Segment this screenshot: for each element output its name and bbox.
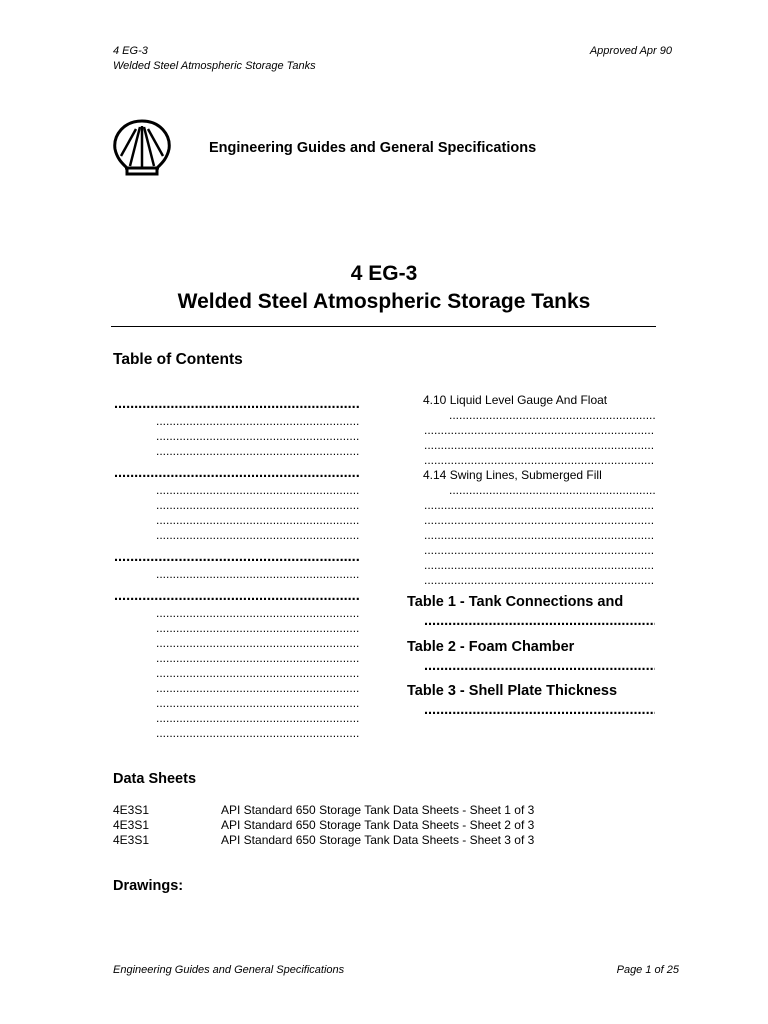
toc-subsection-label (129, 621, 155, 636)
toc-section-entry[interactable] (113, 587, 361, 605)
toc-leader-dots (156, 711, 360, 726)
toc-leader-dots (424, 438, 655, 453)
toc-subsection-entry[interactable] (423, 543, 656, 558)
toc-subsection-label (129, 726, 155, 741)
toc-subsection-entry[interactable] (129, 528, 361, 543)
document-title: Welded Steel Atmospheric Storage Tanks (177, 290, 591, 313)
series-title: Engineering Guides and General Specifications (209, 140, 537, 156)
toc-subsection-entry[interactable] (423, 438, 656, 453)
toc-wrapped-entry-line: 4.10 Liquid Level Gauge And Float (423, 393, 608, 407)
toc-subsection-label (129, 666, 155, 681)
toc-subsection-label (129, 567, 155, 582)
header-doc-id: 4 EG-3 (113, 45, 148, 57)
header-doc-title: Welded Steel Atmospheric Storage Tanks (113, 60, 316, 72)
toc-leader-dots (156, 621, 360, 636)
toc-leader-dots (156, 726, 360, 741)
toc-leader-dots (156, 414, 360, 429)
toc-table-title: Table 2 - Foam Chamber (407, 638, 575, 655)
data-sheet-code: 4E3S1 (113, 818, 150, 832)
data-sheet-description[interactable]: API Standard 650 Storage Tank Data Sheets - Sheet 2 of 3 (221, 818, 535, 832)
toc-leader-dots (156, 567, 360, 582)
toc-leader-dots (156, 681, 360, 696)
footer-page-number: Page 1 of 25 (616, 964, 679, 976)
toc-leader-dots (424, 558, 655, 573)
toc-subsection-label (129, 429, 155, 444)
toc-leader-dots (449, 483, 655, 498)
toc-subsection-entry[interactable] (129, 513, 361, 528)
toc-leader-dots (424, 612, 655, 630)
toc-subsection-entry[interactable] (129, 414, 361, 429)
toc-subsection-label (129, 513, 155, 528)
toc-subsection-entry[interactable] (423, 558, 656, 573)
toc-leader-dots (424, 498, 655, 513)
toc-subsection-label (129, 681, 155, 696)
toc-table-title: Table 3 - Shell Plate Thickness (407, 683, 618, 699)
toc-subsection-entry[interactable] (129, 567, 361, 582)
shell-logo-icon (110, 118, 174, 178)
toc-leader-dots (156, 696, 360, 711)
drawings-heading: Drawings: (113, 878, 184, 894)
toc-subsection-entry[interactable] (129, 606, 361, 621)
toc-leader-dots (156, 483, 360, 498)
toc-leader-dots (156, 429, 360, 444)
toc-subsection-label (129, 696, 155, 711)
toc-leader-dots (424, 543, 655, 558)
toc-subsection-entry[interactable] (448, 408, 656, 423)
toc-leader-dots (449, 408, 655, 423)
toc-subsection-entry[interactable] (423, 498, 656, 513)
toc-subsection-entry[interactable] (423, 573, 656, 588)
toc-subsection-label (129, 483, 155, 498)
toc-leader-dots (156, 666, 360, 681)
toc-leader-dots (114, 395, 360, 413)
toc-subsection-label (129, 498, 155, 513)
toc-subsection-entry[interactable] (129, 429, 361, 444)
toc-subsection-label (129, 528, 155, 543)
toc-leader-dots (156, 636, 360, 651)
header-approval: Approved Apr 90 (589, 45, 672, 57)
toc-wrapped-entry-line: 4.14 Swing Lines, Submerged Fill (423, 468, 602, 482)
toc-heading: Table of Contents (113, 351, 243, 368)
toc-leader-dots (424, 513, 655, 528)
data-sheet-code: 4E3S1 (113, 833, 150, 847)
toc-subsection-entry[interactable] (129, 666, 361, 681)
data-sheet-description[interactable]: API Standard 650 Storage Tank Data Sheets - Sheet 3 of 3 (221, 833, 535, 847)
toc-subsection-entry[interactable] (423, 528, 656, 543)
data-sheet-code: 4E3S1 (113, 803, 150, 817)
toc-leader-dots (424, 573, 655, 588)
data-sheets-heading: Data Sheets (113, 771, 197, 787)
toc-table-title: Table 1 - Tank Connections and (407, 594, 624, 610)
toc-subsection-entry[interactable] (129, 711, 361, 726)
toc-section-entry[interactable] (113, 548, 361, 566)
data-sheet-description[interactable]: API Standard 650 Storage Tank Data Sheets - Sheet 1 of 3 (221, 803, 535, 817)
toc-leader-dots (156, 528, 360, 543)
toc-leader-dots (424, 657, 655, 675)
toc-subsection-entry[interactable] (129, 621, 361, 636)
toc-subsection-entry[interactable] (129, 498, 361, 513)
toc-subsection-entry[interactable] (448, 483, 656, 498)
toc-subsection-entry[interactable] (129, 636, 361, 651)
toc-subsection-entry[interactable] (423, 453, 656, 468)
toc-subsection-entry[interactable] (423, 423, 656, 438)
toc-leader-dots (156, 651, 360, 666)
toc-subsection-entry[interactable] (129, 483, 361, 498)
toc-table-entry[interactable] (423, 612, 656, 630)
toc-leader-dots (156, 444, 360, 459)
toc-subsection-entry[interactable] (129, 726, 361, 741)
toc-subsection-label (129, 651, 155, 666)
toc-leader-dots (424, 453, 655, 468)
toc-leader-dots (114, 587, 360, 605)
toc-section-entry[interactable] (113, 464, 361, 482)
toc-leader-dots (424, 701, 655, 719)
toc-table-entry[interactable] (423, 701, 656, 719)
toc-subsection-entry[interactable] (423, 513, 656, 528)
toc-leader-dots (156, 498, 360, 513)
footer-series: Engineering Guides and General Specifications (113, 964, 345, 976)
toc-leader-dots (424, 528, 655, 543)
toc-subsection-entry[interactable] (129, 444, 361, 459)
toc-section-entry[interactable] (113, 395, 361, 413)
toc-leader-dots (114, 464, 360, 482)
toc-subsection-label (129, 636, 155, 651)
toc-subsection-label (129, 444, 155, 459)
toc-subsection-entry[interactable] (129, 651, 361, 666)
toc-leader-dots (156, 606, 360, 621)
toc-subsection-label (129, 606, 155, 621)
document-number: 4 EG-3 (350, 262, 418, 285)
toc-leader-dots (114, 548, 360, 566)
toc-table-entry[interactable] (423, 657, 656, 675)
toc-leader-dots (424, 423, 655, 438)
toc-subsection-entry[interactable] (129, 696, 361, 711)
toc-leader-dots (156, 513, 360, 528)
toc-subsection-entry[interactable] (129, 681, 361, 696)
toc-subsection-label (129, 711, 155, 726)
toc-subsection-label (129, 414, 155, 429)
title-divider (111, 326, 656, 327)
